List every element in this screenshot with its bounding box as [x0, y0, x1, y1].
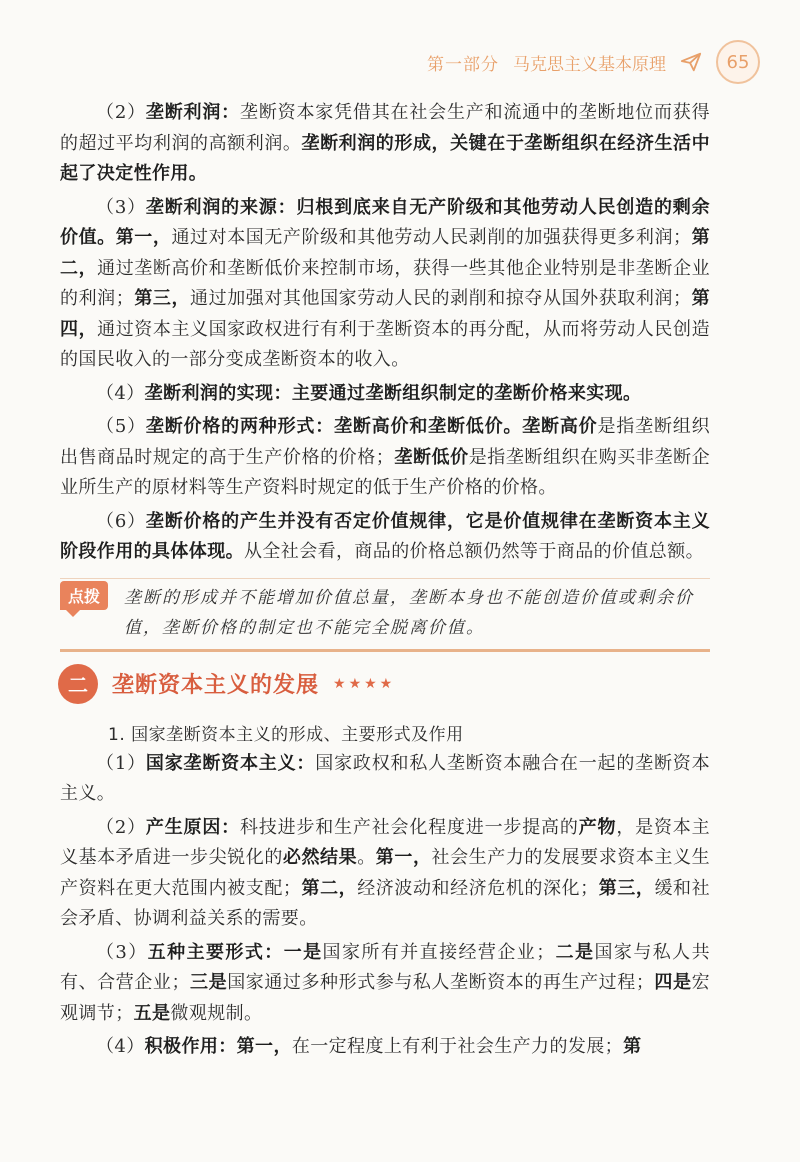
- para-number: （1）: [96, 752, 146, 774]
- keyword: 三是: [189, 972, 228, 993]
- tip-tag: 点拨: [60, 581, 108, 610]
- paragraph-state-monopoly: [60, 749, 710, 810]
- keyword: 第三，: [598, 877, 655, 899]
- keyword: 四是: [654, 972, 692, 993]
- section-number-badge: 二: [58, 664, 98, 704]
- section-heading: [58, 664, 710, 704]
- importance-stars: ★★★★: [333, 675, 396, 692]
- keyword: 第: [623, 1036, 642, 1057]
- text: 通过加强对其他国家劳动人民的剥削和掠夺从国外获取利润；: [190, 288, 692, 309]
- page-number: 65: [716, 40, 760, 84]
- page-content: [60, 98, 710, 1063]
- paragraph-five-forms: [60, 938, 710, 1030]
- text: 微观规制。: [170, 1002, 263, 1024]
- emphasis: 垄断利润的形成，关键在于垄断组织在经济生活中起了决定性作用。: [60, 132, 710, 184]
- paragraph-positive-effects: [60, 1032, 710, 1063]
- keyword: 第二，: [60, 227, 710, 279]
- text: ，是资本主义基本矛盾进一步尖锐化的: [60, 816, 711, 868]
- text: 宏观调节；: [60, 972, 710, 1024]
- term: 垄断价格的两种形式：垄断高价和垄断低价。: [145, 416, 523, 437]
- text: 垄断资本家凭借其在社会生产和流通中的垄断地位而获得的超过平均利润的高额利润。: [60, 102, 711, 154]
- para-number: （4）: [96, 1036, 145, 1057]
- paragraph-causes: [60, 813, 710, 935]
- keyword: 第一，: [236, 1036, 292, 1057]
- text: 国家所有并直接经营企业；: [322, 941, 555, 963]
- paragraph-monopoly-profit: [60, 98, 710, 190]
- text: 社会生产力的发展要求资本主义生产资料在更大范围内被支配；: [60, 847, 710, 899]
- text: 在一定程度上有利于社会生产力的发展；: [291, 1036, 624, 1057]
- keyword: 二是: [554, 941, 595, 963]
- term: 垄断利润的来源：归根到底来自无产阶级和其他劳动人民创造的剩余价值。: [60, 196, 710, 248]
- keyword: 第二，: [301, 877, 358, 899]
- header-part: 第一部分: [427, 54, 499, 75]
- paragraph-value-law: [60, 507, 710, 568]
- para-number: （6）: [96, 510, 146, 532]
- paragraph-price-forms: [60, 412, 710, 504]
- keyword: 一是: [283, 941, 323, 963]
- keyword: 第一，: [115, 227, 172, 248]
- term: 垄断利润：: [145, 102, 240, 123]
- para-number: （4）: [96, 382, 145, 404]
- keyword: 垄断低价: [394, 446, 469, 468]
- paragraph-profit-realization: [60, 379, 710, 410]
- para-number: （3）: [96, 941, 148, 963]
- text: 。: [357, 847, 376, 868]
- text: 是指垄断组织出售商品时规定的高于生产价格的价格；: [60, 416, 710, 468]
- header-book-title: 马克思主义基本原理: [513, 54, 666, 75]
- tip-box: [60, 578, 710, 652]
- text: 是指垄断组织在购买非垄断企业所生产的原材料等生产资料时规定的低于生产价格的价格。: [60, 446, 710, 498]
- keyword: 第三，: [134, 288, 191, 309]
- text: 经济波动和经济危机的深化；: [357, 877, 599, 899]
- text: 国家政权和私人垄断资本融合在一起的垄断资本主义。: [60, 752, 710, 804]
- term: 五种主要形式：: [147, 941, 284, 963]
- text: 国家与私人共有、合营企业；: [60, 941, 710, 993]
- text: 通过对本国无产阶级和其他劳动人民剥削的加强获得更多利润；: [171, 227, 692, 248]
- text: 通过垄断高价和垄断低价来控制市场，获得一些其他企业特别是非垄断企业的利润；: [60, 257, 710, 309]
- keyword: 第四，: [60, 288, 710, 340]
- tip-text: 垄断的形成并不能增加价值总量，垄断本身也不能创造价值或剩余价值，垄断价格的制定也不能完全脱离价值。: [124, 587, 694, 638]
- text: 从全社会看，商品的价格总额仍然等于商品的价值总额。: [244, 541, 704, 562]
- term: 积极作用：: [144, 1036, 237, 1057]
- paper-plane-icon: [680, 51, 702, 73]
- page-header: [427, 42, 760, 82]
- term: 垄断价格的产生并没有否定价值规律，它是价值规律在垄断资本主义阶段作用的具体体现。: [60, 510, 710, 562]
- text: 缓和社会矛盾、协调利益关系的需要。: [60, 877, 710, 929]
- keyword: 必然结果: [282, 847, 358, 868]
- para-number: （3）: [96, 196, 146, 218]
- paragraph-profit-source: [60, 193, 710, 376]
- keyword: 第一，: [375, 847, 432, 868]
- para-number: （2）: [96, 816, 146, 838]
- term: 国家垄断资本主义：: [145, 752, 316, 774]
- text: 科技进步和生产社会化程度进一步提高的: [240, 816, 579, 838]
- para-number: （2）: [96, 102, 146, 123]
- text: 国家通过多种形式参与私人垄断资本的再生产过程；: [227, 972, 655, 993]
- section-title: 垄断资本主义的发展: [112, 672, 320, 698]
- text: 通过资本主义国家政权进行有利于垄断资本的再分配，从而将劳动人民创造的国民收入的一部分变成垄断资本的收入。: [60, 318, 710, 370]
- keyword: 垄断高价: [522, 416, 598, 437]
- keyword: 五是: [133, 1002, 171, 1024]
- keyword: 产物: [578, 816, 617, 838]
- subheading: 1. 国家垄断资本主义的形成、主要形式及作用: [108, 724, 464, 745]
- para-number: （5）: [96, 416, 146, 437]
- term: 垄断利润的实现：主要通过垄断组织制定的垄断价格来实现。: [144, 382, 642, 404]
- term: 产生原因：: [145, 816, 240, 838]
